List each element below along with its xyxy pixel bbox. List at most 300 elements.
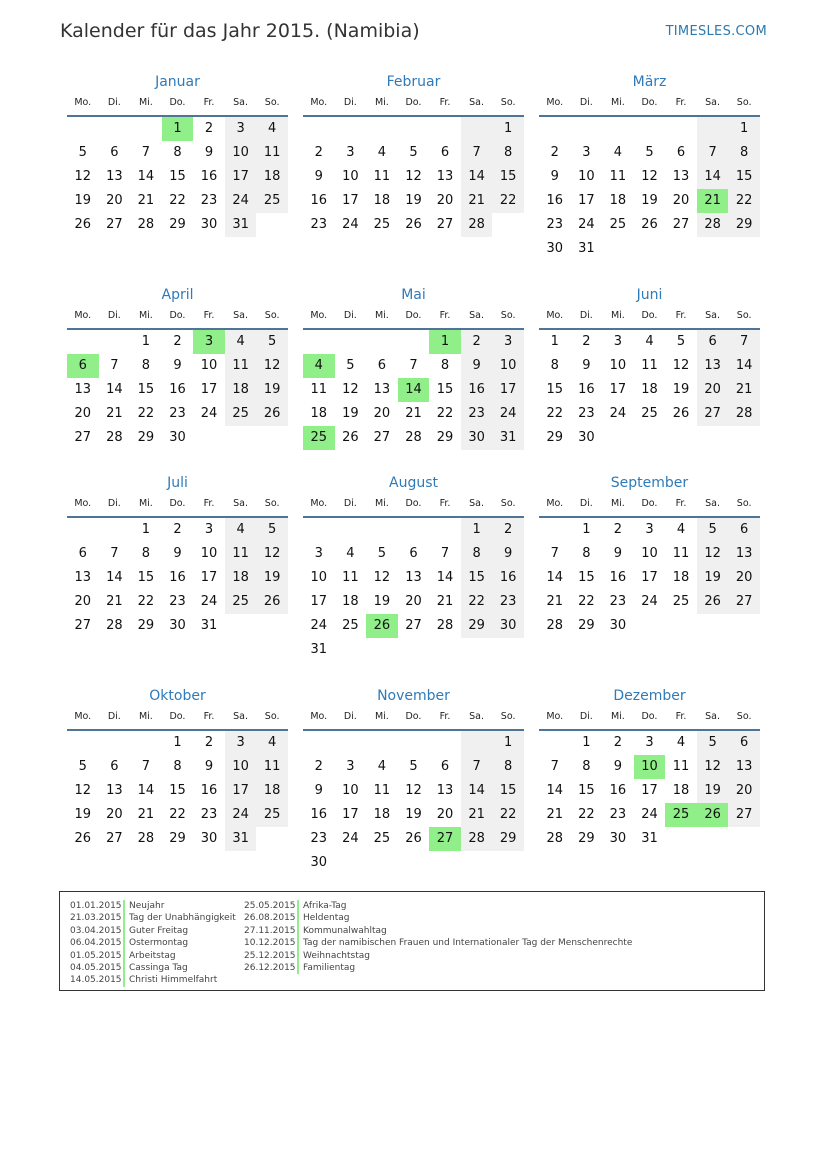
weekday-label: So.	[736, 711, 752, 722]
day-cell: 20	[436, 807, 454, 822]
weekday-label: So.	[264, 711, 280, 722]
day-cell: 17	[225, 165, 257, 189]
weekday-label: Sa.	[705, 310, 721, 321]
empty-cell	[303, 117, 335, 141]
day-cell: 16	[310, 193, 328, 208]
day-cell: 22	[578, 594, 595, 609]
empty-cell	[398, 731, 430, 755]
day-cell: 15	[578, 570, 595, 585]
day-cell: 8	[173, 145, 182, 160]
day-cell: 27	[405, 618, 422, 633]
day-cell: 20	[672, 193, 690, 208]
day-cell: 7	[141, 759, 151, 774]
holiday-name: Tag der Unabhängigkeit	[129, 913, 236, 924]
legend-row	[70, 962, 236, 974]
day-cell: 2	[461, 330, 493, 354]
day-cell: 28	[106, 618, 123, 633]
weekday-label: Mo.	[74, 711, 92, 722]
day-cell: 17	[641, 783, 658, 798]
weekday-label: So.	[500, 310, 516, 321]
day-cell: 25	[373, 831, 391, 846]
weekday-label: Mi.	[138, 310, 153, 321]
month-juni	[539, 285, 760, 450]
site-link[interactable]: TIMESLES.COM	[665, 24, 767, 39]
holiday-date: 14.05.2015	[70, 974, 125, 986]
empty-cell	[303, 518, 335, 542]
month-november	[303, 686, 524, 875]
day-cell: 7	[550, 759, 559, 774]
day-cell: 6	[78, 546, 87, 561]
empty-cell	[634, 117, 666, 141]
day-cell: 19	[74, 193, 92, 208]
day-grid	[539, 518, 760, 638]
day-cell: 28	[137, 217, 155, 232]
day-cell: 31	[200, 618, 218, 633]
day-cell: 7	[110, 546, 119, 561]
holiday-name: Heldentag	[303, 913, 350, 924]
weekday-label: Do.	[169, 97, 186, 108]
weekday-label: Sa.	[469, 97, 485, 108]
day-cell: 22	[461, 590, 493, 614]
day-cell: 17	[200, 570, 218, 585]
day-cell: 17	[578, 193, 595, 208]
day-cell: 11	[373, 783, 391, 798]
day-cell: 6	[728, 518, 760, 542]
day-cell: 23	[310, 217, 328, 232]
weekday-label: Di.	[579, 498, 593, 509]
day-cell: 11	[672, 546, 690, 561]
weekday-label: Sa.	[233, 711, 249, 722]
day-cell: 4	[225, 518, 257, 542]
day-cell: 3	[204, 522, 214, 537]
day-cell: 11	[256, 755, 288, 779]
day-cell: 29	[169, 217, 186, 232]
day-cell: 28	[106, 430, 123, 445]
legend-row	[244, 925, 632, 937]
day-cell: 26	[697, 803, 729, 827]
day-cell: 16	[578, 382, 595, 397]
day-cell: 30	[609, 831, 627, 846]
weekday-label: Mi.	[138, 97, 153, 108]
day-cell: 21	[546, 807, 564, 822]
day-cell: 24	[225, 189, 257, 213]
day-cell: 5	[377, 546, 387, 561]
day-grid	[67, 330, 288, 450]
weekday-label: Do.	[405, 711, 422, 722]
weekday-label: Mo.	[546, 498, 564, 509]
day-cell: 4	[346, 546, 355, 561]
month-name: Mai	[401, 287, 426, 303]
day-cell: 6	[110, 145, 119, 160]
day-cell: 23	[492, 590, 524, 614]
empty-cell	[429, 518, 461, 542]
holiday-name: Neujahr	[129, 901, 165, 911]
day-cell: 12	[672, 358, 690, 373]
day-cell: 24	[609, 406, 627, 421]
day-cell: 15	[578, 783, 595, 798]
day-cell: 14	[546, 783, 564, 798]
day-cell: 15	[169, 169, 186, 184]
weekday-label: Fr.	[203, 97, 215, 108]
day-cell: 31	[641, 831, 658, 846]
day-cell: 22	[578, 807, 595, 822]
day-cell: 13	[728, 755, 760, 779]
day-cell: 22	[492, 803, 524, 827]
day-cell: 18	[373, 807, 391, 822]
month-name: Juni	[636, 287, 663, 303]
weekday-header	[539, 95, 760, 111]
day-cell: 2	[492, 518, 524, 542]
day-cell: 20	[405, 594, 422, 609]
weekday-label: Mi.	[374, 498, 389, 509]
day-grid	[303, 330, 524, 450]
day-cell: 10	[200, 358, 218, 373]
legend-row	[244, 912, 632, 924]
holiday-date: 26.08.2015	[244, 912, 299, 924]
holiday-date: 06.04.2015	[70, 937, 125, 949]
day-cell: 17	[200, 382, 218, 397]
legend-row	[70, 912, 236, 924]
weekday-label: Mo.	[546, 97, 564, 108]
month-oktober	[67, 686, 288, 851]
weekday-label: Sa.	[469, 711, 485, 722]
day-cell: 1	[429, 330, 461, 354]
day-cell: 30	[546, 241, 564, 256]
day-cell: 3	[645, 735, 654, 750]
weekday-label: Mo.	[74, 498, 92, 509]
day-grid	[67, 731, 288, 851]
day-cell: 1	[141, 522, 151, 537]
empty-cell	[571, 117, 603, 141]
empty-cell	[303, 330, 335, 354]
day-cell: 5	[697, 731, 729, 755]
day-cell: 22	[137, 406, 155, 421]
day-cell: 4	[645, 334, 654, 349]
empty-cell	[429, 731, 461, 755]
weekday-label: Mo.	[74, 97, 92, 108]
day-grid	[67, 117, 288, 237]
weekday-label: Fr.	[439, 498, 451, 509]
day-grid	[539, 117, 760, 261]
weekday-label: Mi.	[610, 711, 625, 722]
day-cell: 5	[346, 358, 355, 373]
day-cell: 15	[546, 382, 564, 397]
day-cell: 2	[550, 145, 559, 160]
weekday-header	[303, 709, 524, 725]
empty-cell	[99, 330, 131, 354]
weekday-label: Di.	[107, 498, 121, 509]
day-cell: 10	[225, 141, 257, 165]
weekday-label: So.	[264, 310, 280, 321]
day-cell: 28	[137, 831, 155, 846]
weekday-label: Fr.	[439, 97, 451, 108]
day-cell: 17	[609, 382, 627, 397]
empty-cell	[366, 117, 398, 141]
day-cell: 26	[74, 217, 92, 232]
day-cell: 13	[74, 570, 92, 585]
day-cell: 2	[613, 735, 623, 750]
day-cell: 1	[582, 735, 591, 750]
day-cell: 21	[405, 406, 422, 421]
weekday-label: Fr.	[439, 310, 451, 321]
day-cell: 12	[373, 570, 391, 585]
empty-cell	[67, 330, 99, 354]
day-cell: 3	[314, 546, 323, 561]
day-cell: 28	[436, 618, 454, 633]
day-cell: 26	[256, 402, 288, 426]
day-cell: 22	[492, 189, 524, 213]
day-cell: 13	[436, 169, 454, 184]
weekday-label: Do.	[641, 310, 658, 321]
holiday-date: 26.12.2015	[244, 962, 299, 974]
page-title: Kalender für das Jahr 2015. (Namibia)	[60, 20, 420, 42]
empty-cell	[335, 330, 367, 354]
empty-cell	[99, 731, 131, 755]
day-cell: 15	[137, 382, 155, 397]
weekday-header	[539, 308, 760, 324]
empty-cell	[366, 518, 398, 542]
day-grid	[303, 117, 524, 237]
day-cell: 14	[398, 378, 430, 402]
day-cell: 4	[256, 117, 288, 141]
day-cell: 31	[225, 213, 257, 237]
day-cell: 21	[106, 594, 123, 609]
day-cell: 28	[697, 213, 729, 237]
weekday-label: Sa.	[469, 498, 485, 509]
month-februar	[303, 72, 524, 237]
day-cell: 10	[310, 570, 328, 585]
day-cell: 6	[110, 759, 119, 774]
day-cell: 7	[141, 145, 151, 160]
day-cell: 10	[492, 354, 524, 378]
day-cell: 12	[641, 169, 658, 184]
month-juli	[67, 473, 288, 638]
day-cell: 20	[728, 779, 760, 803]
day-cell: 26	[256, 590, 288, 614]
day-cell: 30	[461, 426, 493, 450]
weekday-label: Mi.	[374, 97, 389, 108]
day-cell: 12	[256, 542, 288, 566]
day-cell: 15	[461, 566, 493, 590]
day-cell: 8	[173, 759, 182, 774]
day-cell: 21	[106, 406, 123, 421]
day-cell: 4	[613, 145, 623, 160]
weekday-label: Mi.	[374, 711, 389, 722]
day-cell: 26	[74, 831, 92, 846]
weekday-label: Di.	[343, 711, 357, 722]
day-cell: 16	[200, 783, 218, 798]
weekday-label: Do.	[405, 310, 422, 321]
day-cell: 9	[461, 354, 493, 378]
day-cell: 9	[613, 759, 623, 774]
day-cell: 19	[405, 193, 422, 208]
day-cell: 24	[641, 807, 658, 822]
day-cell: 12	[256, 354, 288, 378]
day-cell: 8	[582, 759, 591, 774]
day-cell: 23	[461, 402, 493, 426]
day-cell: 15	[728, 165, 760, 189]
day-cell: 2	[173, 522, 182, 537]
day-cell: 9	[204, 759, 214, 774]
day-cell: 19	[405, 807, 422, 822]
weekday-label: So.	[500, 498, 516, 509]
weekday-label: Mo.	[310, 711, 328, 722]
weekday-label: Mo.	[546, 310, 564, 321]
day-cell: 3	[613, 334, 623, 349]
day-cell: 31	[310, 642, 328, 657]
empty-cell	[366, 731, 398, 755]
weekday-label: Mo.	[74, 310, 92, 321]
day-cell: 20	[106, 807, 123, 822]
day-cell: 8	[461, 542, 493, 566]
day-cell: 7	[461, 755, 493, 779]
day-cell: 9	[550, 169, 559, 184]
weekday-header	[67, 709, 288, 725]
day-cell: 18	[373, 193, 391, 208]
empty-cell	[429, 117, 461, 141]
weekday-label: Di.	[107, 310, 121, 321]
day-cell: 28	[546, 831, 564, 846]
holiday-date: 27.11.2015	[244, 925, 299, 937]
day-cell: 21	[546, 594, 564, 609]
day-cell: 24	[342, 831, 359, 846]
day-cell: 21	[728, 378, 760, 402]
day-cell: 1	[492, 731, 524, 755]
day-cell: 19	[256, 566, 288, 590]
day-cell: 19	[74, 807, 92, 822]
day-cell: 18	[609, 193, 627, 208]
holiday-name: Familientag	[303, 962, 356, 973]
day-cell: 22	[546, 406, 564, 421]
holiday-date: 21.03.2015	[70, 912, 125, 924]
empty-cell	[130, 731, 162, 755]
legend-row	[70, 937, 236, 949]
day-cell: 13	[74, 382, 92, 397]
day-cell: 30	[578, 430, 595, 445]
day-cell: 20	[74, 406, 92, 421]
day-cell: 24	[641, 594, 658, 609]
day-cell: 15	[137, 570, 155, 585]
month-name: September	[610, 475, 689, 491]
day-cell: 1	[728, 117, 760, 141]
weekday-label: Fr.	[203, 310, 215, 321]
day-cell: 10	[578, 169, 595, 184]
day-cell: 15	[492, 165, 524, 189]
holiday-date: 03.04.2015	[70, 925, 125, 937]
day-cell: 28	[461, 827, 493, 851]
day-cell: 3	[193, 330, 225, 354]
day-cell: 10	[225, 755, 257, 779]
day-cell: 1	[141, 334, 151, 349]
weekday-label: Di.	[107, 97, 121, 108]
day-cell: 21	[461, 189, 493, 213]
holiday-name: Arbeitstag	[129, 950, 176, 961]
day-cell: 18	[225, 378, 257, 402]
day-cell: 30	[200, 831, 218, 846]
day-cell: 16	[546, 193, 564, 208]
day-cell: 2	[173, 334, 182, 349]
weekday-label: Sa.	[233, 498, 249, 509]
day-cell: 20	[74, 594, 92, 609]
day-cell: 28	[728, 402, 760, 426]
day-grid	[303, 731, 524, 875]
day-cell: 15	[492, 779, 524, 803]
weekday-label: Di.	[343, 310, 357, 321]
month-name: August	[389, 475, 438, 491]
day-cell: 25	[225, 402, 257, 426]
day-cell: 7	[409, 358, 418, 373]
weekday-label: Mo.	[546, 711, 564, 722]
day-cell: 27	[728, 803, 760, 827]
day-cell: 29	[728, 213, 760, 237]
empty-cell	[539, 518, 571, 542]
weekday-label: Di.	[579, 310, 593, 321]
empty-cell	[366, 330, 398, 354]
day-cell: 27	[74, 430, 92, 445]
day-cell: 18	[256, 165, 288, 189]
holiday-date: 01.05.2015	[70, 950, 125, 962]
day-cell: 18	[310, 406, 328, 421]
weekday-label: Do.	[169, 310, 186, 321]
day-cell: 23	[609, 594, 627, 609]
holiday-name: Tag der namibischen Frauen und Internationaler Tag der Menschenrechte	[303, 938, 633, 949]
day-cell: 24	[200, 406, 218, 421]
day-cell: 29	[436, 430, 454, 445]
day-cell: 9	[314, 169, 323, 184]
day-cell: 3	[492, 330, 524, 354]
month-name: Januar	[155, 74, 200, 90]
day-cell: 19	[373, 594, 391, 609]
day-cell: 14	[461, 165, 493, 189]
holiday-date: 10.12.2015	[244, 937, 299, 949]
day-cell: 20	[728, 566, 760, 590]
day-cell: 6	[697, 330, 729, 354]
weekday-label: Di.	[579, 97, 593, 108]
holiday-legend	[59, 891, 765, 991]
weekday-label: Fr.	[675, 711, 687, 722]
day-cell: 13	[697, 354, 729, 378]
day-cell: 30	[169, 618, 186, 633]
day-cell: 2	[204, 121, 214, 136]
month-märz	[539, 72, 760, 261]
day-cell: 5	[409, 759, 418, 774]
day-cell: 5	[697, 518, 729, 542]
day-cell: 7	[697, 141, 729, 165]
day-cell: 25	[609, 217, 627, 232]
day-cell: 3	[346, 759, 355, 774]
day-cell: 17	[225, 779, 257, 803]
day-cell: 13	[436, 783, 454, 798]
day-cell: 20	[373, 406, 391, 421]
day-cell: 29	[137, 430, 155, 445]
month-september	[539, 473, 760, 638]
day-cell: 26	[366, 614, 398, 638]
day-cell: 19	[672, 382, 690, 397]
weekday-label: Di.	[107, 711, 121, 722]
day-cell: 18	[641, 382, 658, 397]
weekday-label: So.	[500, 711, 516, 722]
day-cell: 29	[578, 618, 595, 633]
day-cell: 9	[314, 783, 323, 798]
day-cell: 31	[578, 241, 595, 256]
day-cell: 10	[342, 169, 359, 184]
day-cell: 19	[256, 378, 288, 402]
day-cell: 12	[74, 169, 92, 184]
day-cell: 11	[672, 759, 690, 774]
empty-cell	[335, 518, 367, 542]
weekday-label: Fr.	[439, 711, 451, 722]
day-cell: 23	[310, 831, 328, 846]
